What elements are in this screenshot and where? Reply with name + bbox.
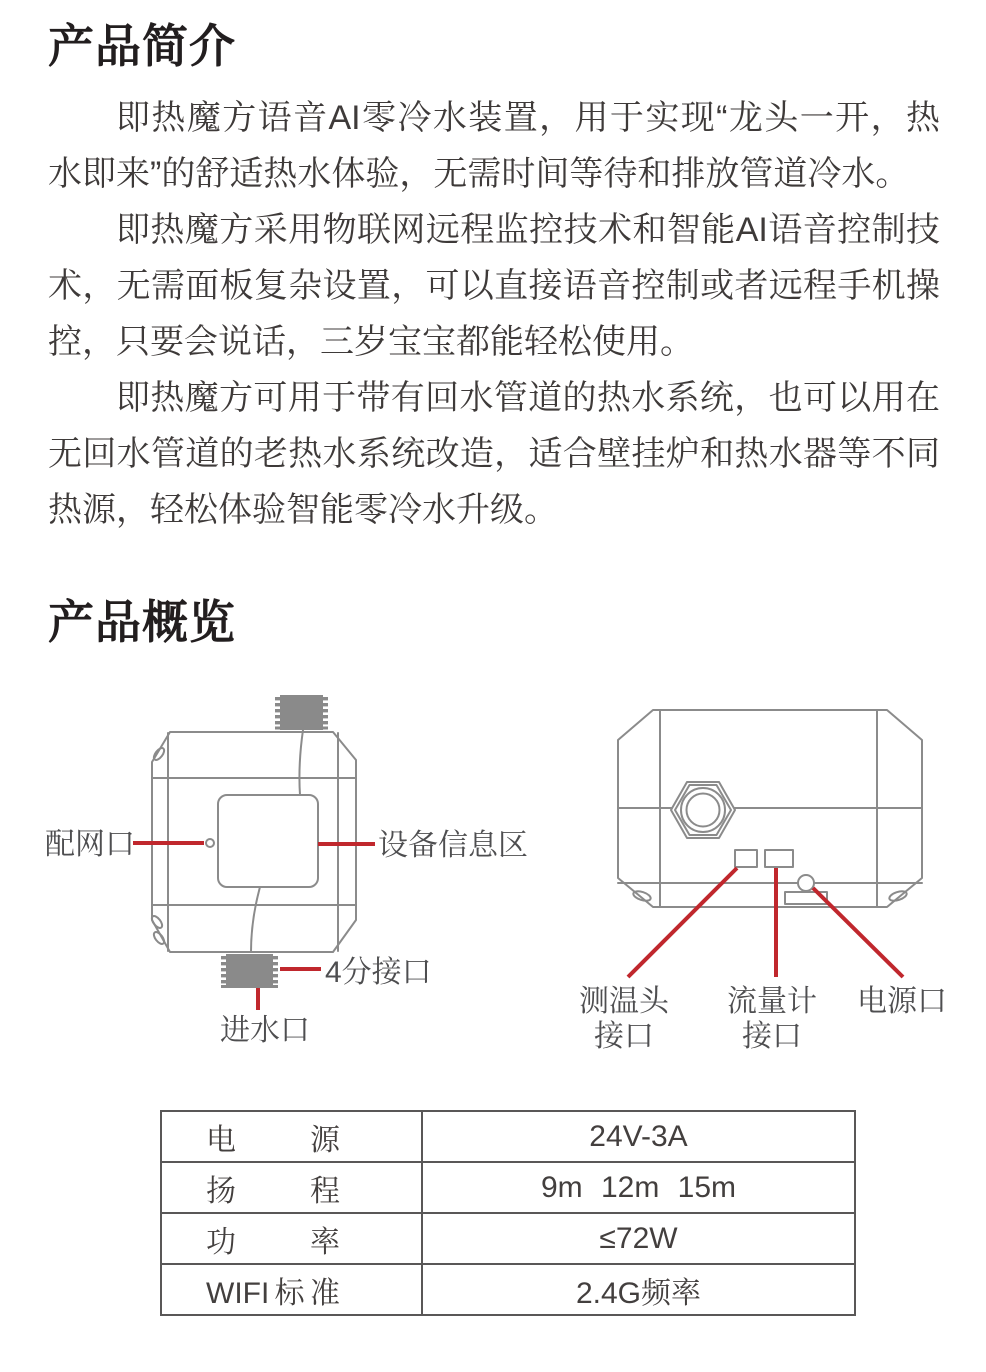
spec-label-cell xyxy=(161,1111,422,1162)
spec-row-wifi xyxy=(161,1264,855,1315)
label-temp-sensor-line1: 测温头 xyxy=(579,985,669,1018)
product-diagrams xyxy=(0,690,986,1070)
back-view-diagram xyxy=(560,690,986,1070)
label-connector: 4分接口 xyxy=(325,956,432,989)
bottom-fitting-icon xyxy=(221,954,278,988)
back-body-outline xyxy=(618,710,922,907)
temp-sensor-callout-line xyxy=(628,868,737,977)
power-port-hole xyxy=(798,875,814,891)
spec-value-cell: 24V-3A xyxy=(422,1111,855,1162)
intro-paragraph-1: 即热魔方语音AI零冷水装置，用于实现“龙头一开，热水即来”的舒适热水体验，无需时间等待和排放管道冷水。 xyxy=(48,99,940,193)
hex-nut-icon xyxy=(671,782,735,838)
spec-label: WIFI标准 xyxy=(206,1276,340,1310)
spec-value-cell: 2.4G频率 xyxy=(422,1264,855,1315)
power-port-callout-line xyxy=(813,888,903,977)
device-info-panel xyxy=(218,795,318,887)
label-flow-meter-line1: 流量计 xyxy=(727,985,817,1018)
spec-label: 扬程 xyxy=(206,1174,340,1208)
spec-value-cell: 9m 12m 15m xyxy=(422,1162,855,1213)
label-temp-sensor-line2: 接口 xyxy=(594,1020,654,1053)
intro-paragraph-3: 即热魔方可用于带有回水管道的热水系统，也可以用在无回水管道的老热水系统改造，适合壁挂炉和热水器等不同热源，轻松体验智能零冷水升级。 xyxy=(48,379,940,529)
spec-table xyxy=(160,1110,856,1316)
label-inlet: 进水口 xyxy=(220,1014,310,1047)
spec-label-cell xyxy=(161,1162,422,1213)
label-info-area: 设备信息区 xyxy=(378,829,528,862)
network-port-hole xyxy=(206,839,214,847)
spec-row-power-supply xyxy=(161,1111,855,1162)
label-flow-meter-line2: 接口 xyxy=(742,1020,802,1053)
spec-label-cell xyxy=(161,1213,422,1264)
top-fitting-icon xyxy=(275,695,328,730)
front-view-diagram xyxy=(30,690,540,1070)
label-power-port: 电源口 xyxy=(857,985,947,1018)
intro-text-block xyxy=(48,90,940,538)
section-title-intro: 产品简介 xyxy=(48,20,236,72)
spec-row-wattage xyxy=(161,1213,855,1264)
spec-label-cell xyxy=(161,1264,422,1315)
flow-meter-port xyxy=(765,850,793,867)
spec-row-lift xyxy=(161,1162,855,1213)
spec-value-cell: ≤72W xyxy=(422,1213,855,1264)
spec-label: 电源 xyxy=(206,1123,340,1157)
spec-label: 功率 xyxy=(206,1225,340,1259)
section-title-overview: 产品概览 xyxy=(48,596,236,648)
intro-paragraph-2: 即热魔方采用物联网远程监控技术和智能AI语音控制技术，无需面板复杂设置，可以直接语音控制或者远程手机操控，只要会说话，三岁宝宝都能轻松使用。 xyxy=(48,211,940,361)
label-network-port: 配网口 xyxy=(45,828,135,861)
temp-sensor-port xyxy=(735,850,757,867)
